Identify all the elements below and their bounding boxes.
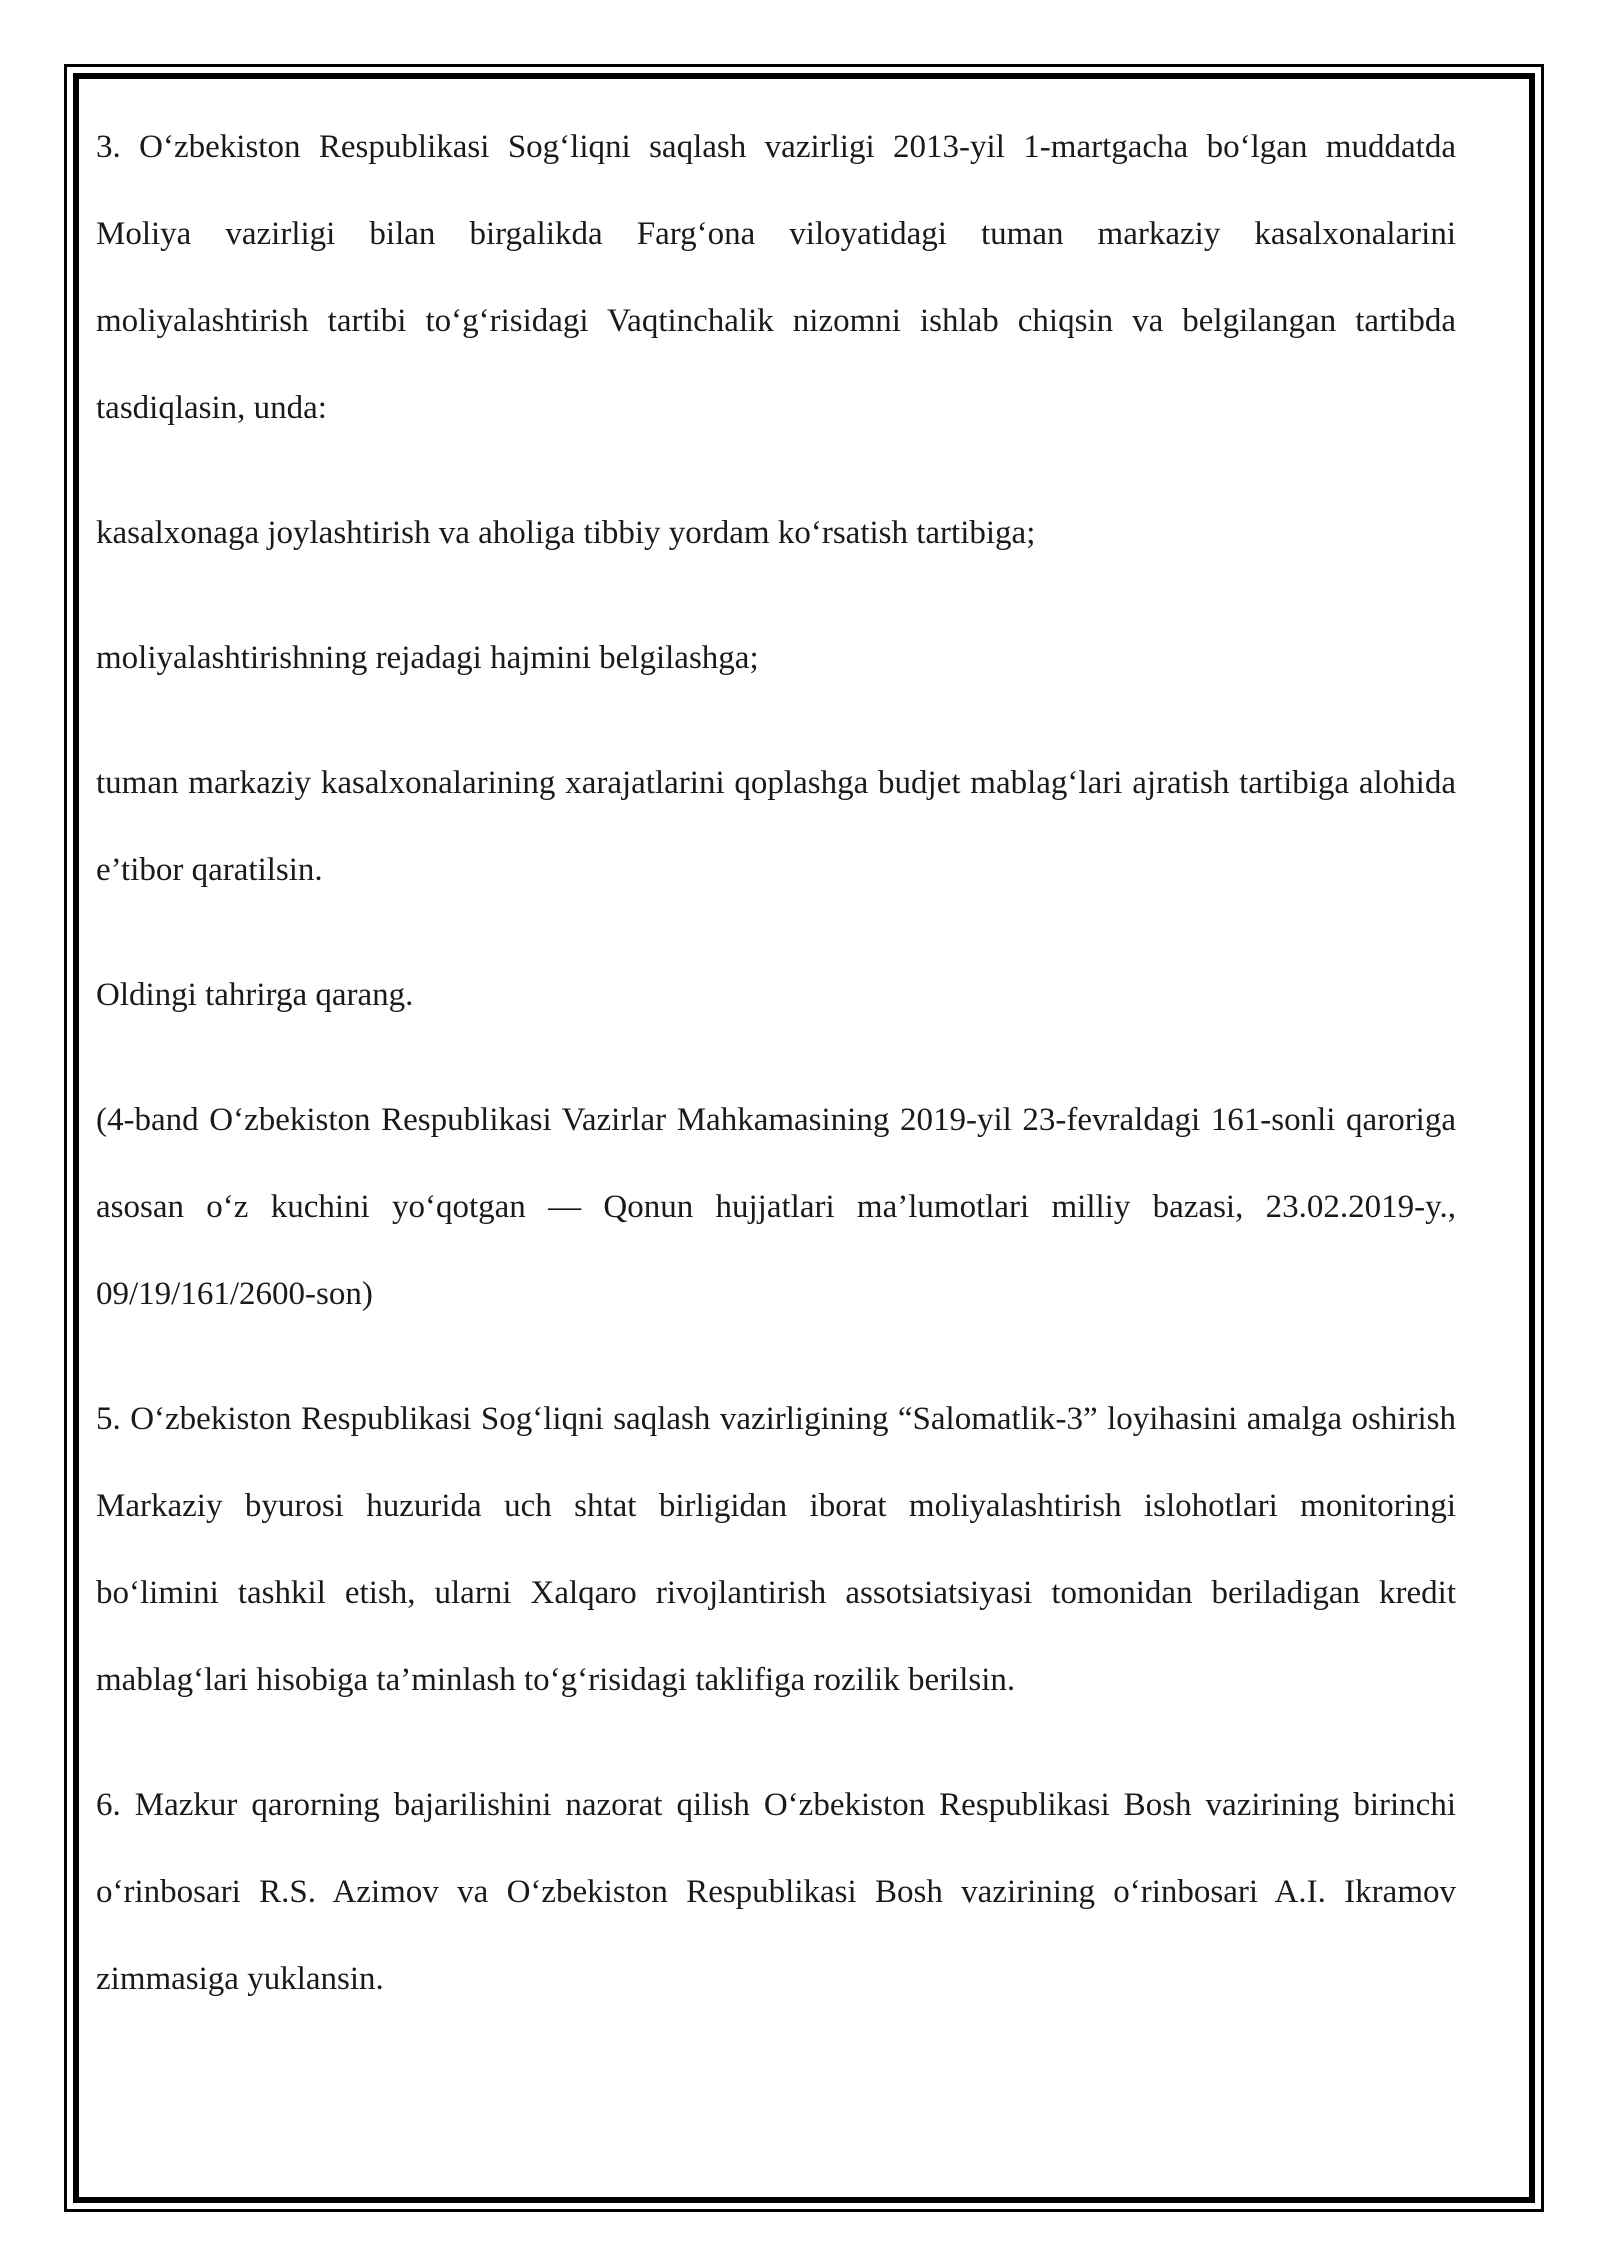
paragraph-item-5: 5. O‘zbekiston Respublikasi Sog‘liqni saqlash vazirligining “Salomatlik-3” loyihasini amalga oshirish Markaziy byurosi huzurida uch shtat birligidan iborat moliyalashtirish islohotlari monitoringi bo‘limini tashkil etish, ularni Xalqaro rivojlantirish assotsiatsiyasi tomonidan beriladigan kredit mablag‘lari hisobiga ta’minlash to‘g‘risidagi taklifiga rozilik berilsin. (96, 1401, 1456, 1698)
previous-edition-link[interactable]: Oldingi tahrirga qarang. (96, 977, 414, 1013)
paragraph-item-4-note: (4-band O‘zbekiston Respublikasi Vazirlar Mahkamasining 2019-yil 23-fevraldagi 161-sonli qaroriga asosan o‘z kuchini yo‘qotgan — Qonun hujjatlari ma’lumotlari milliy bazasi, 23.02.2019-y., 09/19/161/2600-son) (96, 1102, 1456, 1312)
paragraph-item-3: 3. O‘zbekiston Respublikasi Sog‘liqni saqlash vazirligi 2013-yil 1-martgacha bo‘lgan muddatda Moliya vazirligi bilan birgalikda Farg‘ona viloyatidagi tuman markaziy kasalxonalarini moliyalashtirish tartibi to‘g‘risidagi Vaqtinchalik nizomni ishlab chiqsin va belgilangan tartibda tasdiqlasin, unda: (96, 129, 1456, 426)
paragraph-item-6: 6. Mazkur qarorning bajarilishini nazorat qilish O‘zbekiston Respublikasi Bosh vazirining birinchi o‘rinbosari R.S. Azimov va O‘zbekiston Respublikasi Bosh vazirining o‘rinbosari A.I. Ikramov zimmasiga yuklansin. (96, 1787, 1456, 1997)
document-body (96, 104, 1456, 2061)
paragraph-financing-volume: moliyalashtirishning rejadagi hajmini belgilashga; (96, 640, 759, 676)
paragraph-hospital-placement: kasalxonaga joylashtirish va aholiga tibbiy yordam ko‘rsatish tartibiga; (96, 515, 1036, 551)
paragraph-budget-allocation: tuman markaziy kasalxonalarining xarajatlarini qoplashga budjet mablag‘lari ajratish tartibiga alohida e’tibor qaratilsin. (96, 765, 1456, 888)
